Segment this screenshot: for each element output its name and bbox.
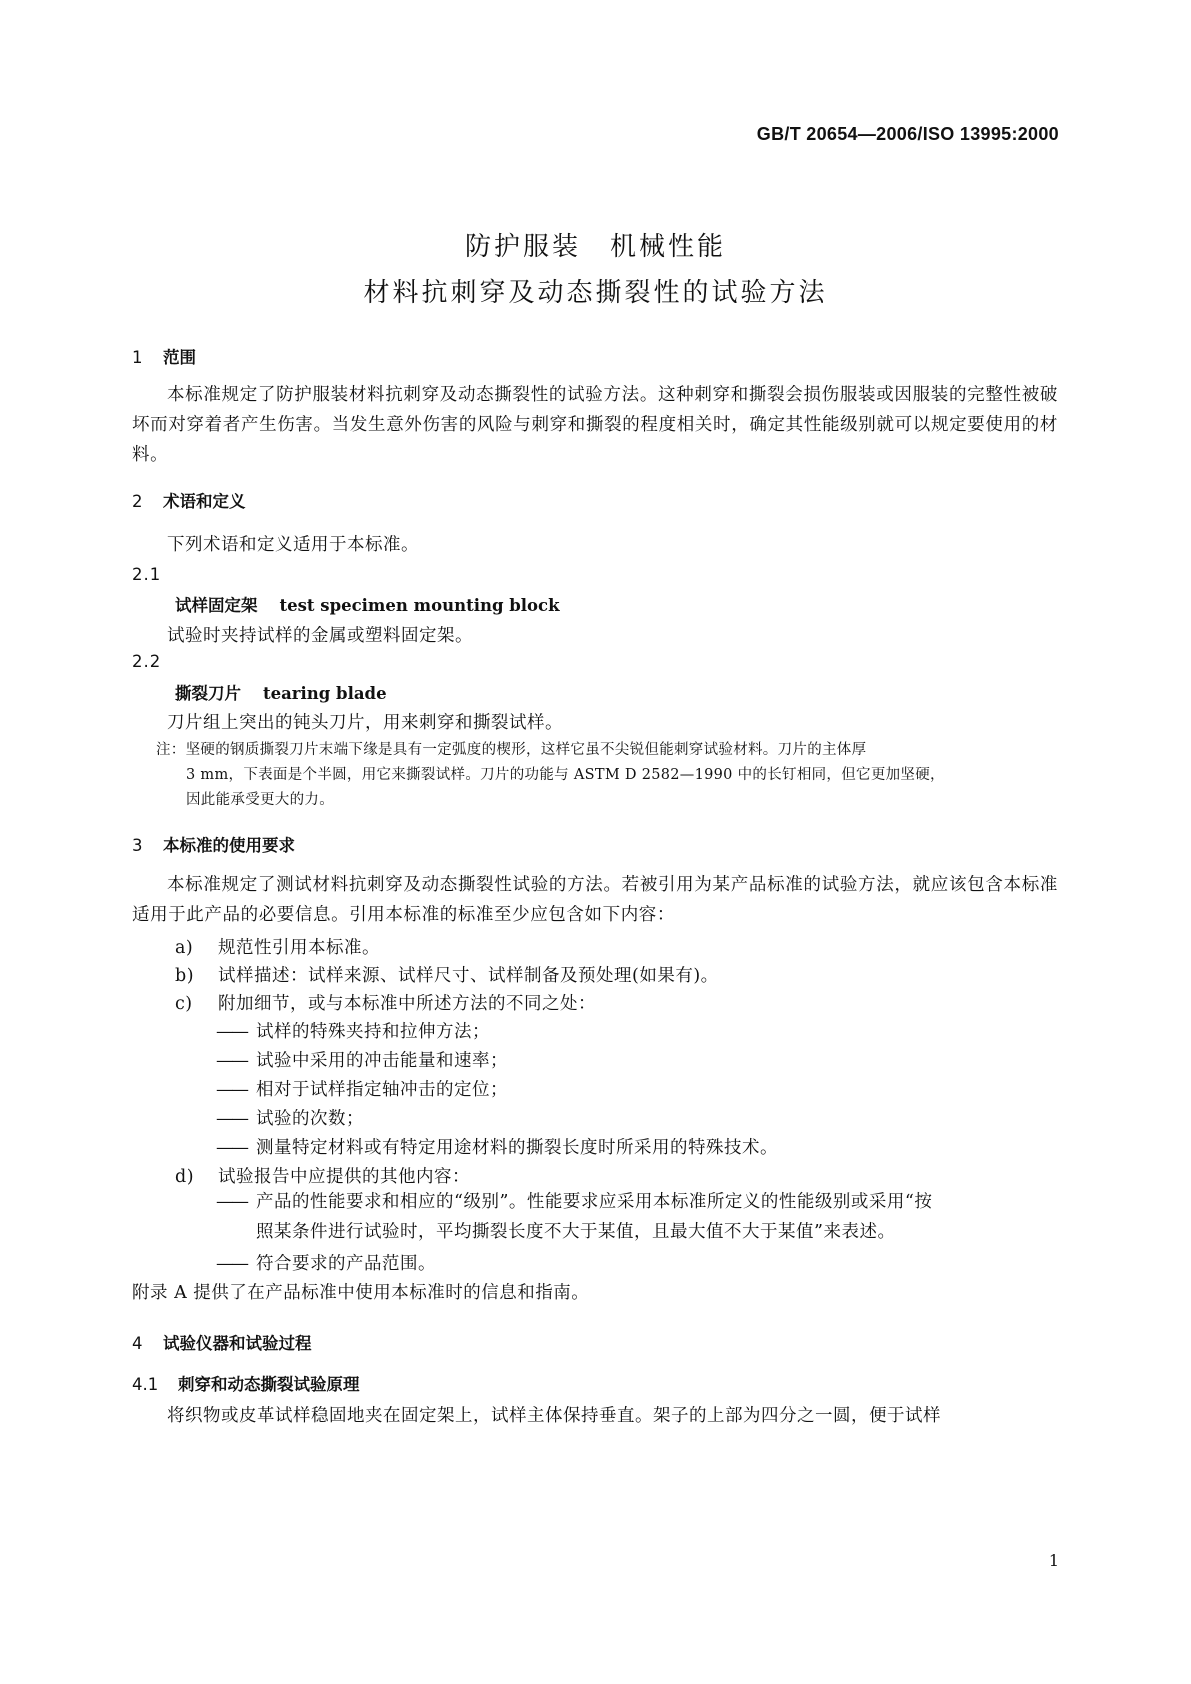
dash-mark: ——: [216, 1192, 247, 1212]
list-text: 符合要求的产品范围。: [256, 1254, 436, 1274]
list-text: 试验中采用的冲击能量和速率；: [256, 1051, 508, 1071]
term-cn: 试样固定架: [175, 596, 258, 615]
list-text: 测量特定材料或有特定用途材料的撕裂长度时所采用的特殊技术。: [256, 1138, 778, 1158]
list-item-c-5: [216, 1134, 778, 1159]
list-item-a: [175, 934, 380, 959]
section-1-paragraph: 本标准规定了防护服装材料抗刺穿及动态撕裂性的试验方法。这种刺穿和撕裂会损伤服装或因服装的完整性被破坏而对穿着者产生伤害。当发生意外伤害的风险与刺穿和撕裂的程度相关时，确定其性能级别就可以规定要使用的材料。: [132, 385, 1058, 465]
dash-mark: ——: [216, 1254, 247, 1274]
list-label: b): [175, 966, 195, 986]
list-item-d-1: [216, 1187, 1058, 1247]
section-4-1-heading: [132, 1371, 360, 1395]
section-number: 2: [132, 492, 143, 511]
section-3-heading: [132, 832, 295, 856]
section-number: 3: [132, 836, 143, 855]
list-text: 产品的性能要求和相应的“级别”。性能要求应采用本标准所定义的性能级别或采用“按: [256, 1192, 933, 1212]
list-text: 相对于试样指定轴冲击的定位；: [256, 1080, 508, 1100]
term-2-2: [175, 680, 387, 704]
list-text: 试验的次数；: [256, 1109, 364, 1129]
dash-mark: ——: [216, 1138, 247, 1158]
list-item-c-4: [216, 1105, 364, 1130]
note-line: 注：坚硬的钢质撕裂刀片末端下缘是具有一定弧度的楔形，这样它虽不尖锐但能刺穿试验材料。刀片的主体厚: [156, 742, 867, 758]
list-text-continued: 照某条件进行试验时，平均撕裂长度不大于某值，且最大值不大于某值”来表述。: [256, 1222, 896, 1242]
title-line-1: 防护服装 机械性能: [464, 232, 726, 262]
dash-mark: ——: [216, 1109, 247, 1129]
note-line: 因此能承受更大的力。: [186, 792, 334, 808]
section-number: 1: [132, 348, 143, 367]
title-line-2: 材料抗刺穿及动态撕裂性的试验方法: [363, 278, 828, 308]
list-text: 规范性引用本标准。: [218, 938, 380, 958]
section-4-heading: [132, 1330, 312, 1354]
note-line: 3 mm，下表面是个半圆，用它来撕裂试样。刀片的功能与 ASTM D 2582—1990 中的长钉相同，但它更加坚硬，: [186, 767, 945, 783]
list-item-d: [175, 1163, 470, 1188]
section-title: 刺穿和动态撕裂试验原理: [178, 1375, 360, 1394]
term-cn: 撕裂刀片: [175, 684, 241, 703]
term-en: tearing blade: [263, 684, 387, 703]
list-item-d-2: [216, 1250, 436, 1275]
section-1-heading: [132, 344, 196, 368]
list-label: a): [175, 938, 194, 958]
list-text: 试样的特殊夹持和拉伸方法；: [256, 1022, 490, 1042]
term-2-1: [175, 592, 560, 616]
dash-mark: ——: [216, 1080, 247, 1100]
section-title: 范围: [163, 348, 196, 367]
list-item-c-1: [216, 1018, 490, 1043]
section-title: 试验仪器和试验过程: [163, 1334, 312, 1353]
section-title: 术语和定义: [163, 492, 246, 511]
list-label: d): [175, 1167, 195, 1187]
list-text: 试验报告中应提供的其他内容：: [218, 1167, 470, 1187]
term-2-1-definition: 试验时夹持试样的金属或塑料固定架。: [167, 626, 473, 646]
list-text: 试样描述：试样来源、试样尺寸、试样制备及预处理(如果有)。: [218, 966, 719, 986]
standard-code: GB/T 20654—2006/ISO 13995:2000: [756, 124, 1059, 144]
section-2-heading: [132, 488, 246, 512]
dash-mark: ——: [216, 1051, 247, 1071]
list-item-b: [175, 962, 719, 987]
list-item-c-2: [216, 1047, 508, 1072]
section-2-intro: 下列术语和定义适用于本标准。: [167, 535, 419, 555]
term-2-2-definition: 刀片组上突出的钝头刀片，用来刺穿和撕裂试样。: [167, 713, 563, 733]
term-en: test specimen mounting block: [279, 596, 560, 615]
term-2-2-number: 2.2: [132, 652, 162, 671]
page-number: 1: [1048, 1551, 1059, 1570]
dash-mark: ——: [216, 1022, 247, 1042]
section-number: 4.1: [132, 1375, 159, 1394]
term-2-2-note: [156, 738, 1058, 813]
list-text: 附加细节，或与本标准中所述方法的不同之处：: [218, 994, 596, 1014]
annex-reference: 附录 A 提供了在产品标准中使用本标准时的信息和指南。: [132, 1283, 590, 1303]
list-label: c): [175, 994, 193, 1014]
term-2-1-number: 2.1: [132, 565, 162, 584]
list-item-c: [175, 990, 596, 1015]
list-item-c-3: [216, 1076, 508, 1101]
section-3-paragraph: 本标准规定了测试材料抗刺穿及动态撕裂性试验的方法。若被引用为某产品标准的试验方法，就应该包含本标准适用于此产品的必要信息。引用本标准的标准至少应包含如下内容：: [132, 875, 1058, 925]
section-title: 本标准的使用要求: [163, 836, 295, 855]
section-number: 4: [132, 1334, 143, 1353]
section-4-1-text: 将织物或皮革试样稳固地夹在固定架上，试样主体保持垂直。架子的上部为四分之一圆，便于试样: [167, 1406, 941, 1426]
